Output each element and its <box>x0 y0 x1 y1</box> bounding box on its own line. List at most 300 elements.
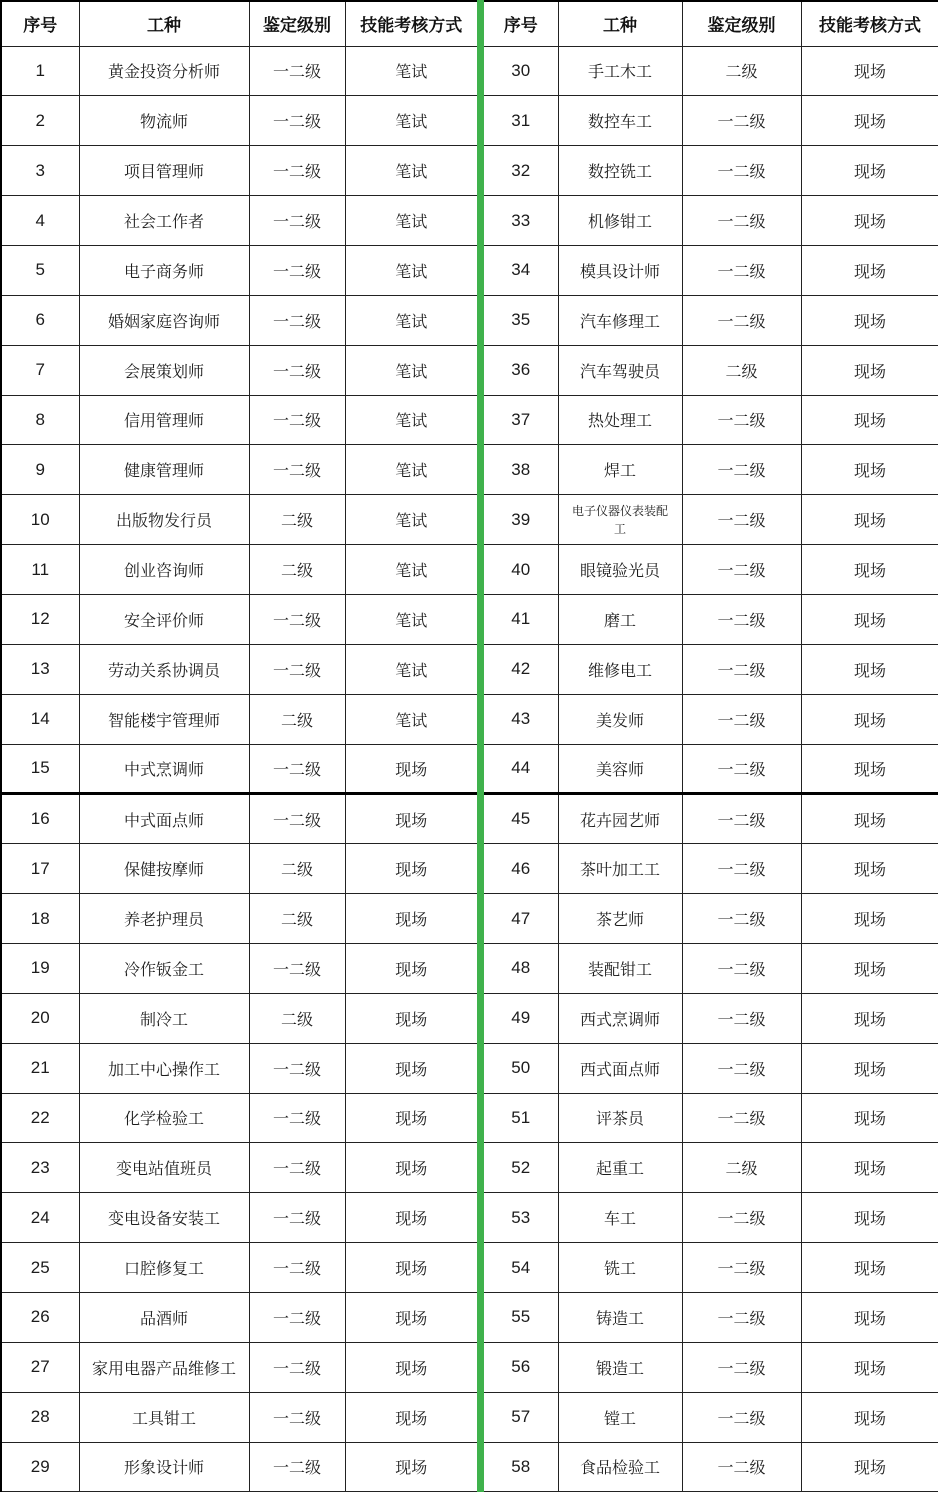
cell-no: 52 <box>484 1143 558 1193</box>
table-row <box>484 1292 938 1342</box>
cell-method: 现场 <box>345 1342 477 1392</box>
cell-method: 现场 <box>801 146 938 196</box>
table-row <box>484 96 938 146</box>
table-row <box>1 1043 477 1093</box>
cell-no: 8 <box>1 395 79 445</box>
cell-no: 13 <box>1 644 79 694</box>
cell-level: 一二级 <box>682 295 801 345</box>
cell-method: 笔试 <box>345 694 477 744</box>
table-row <box>1 46 477 96</box>
header-job: 工种 <box>79 1 249 46</box>
table-row <box>484 844 938 894</box>
cell-job: 西式面点师 <box>558 1043 682 1093</box>
cell-method: 现场 <box>345 1093 477 1143</box>
cell-method: 现场 <box>801 1143 938 1193</box>
cell-no: 9 <box>1 445 79 495</box>
table-row <box>1 1243 477 1293</box>
table-row <box>484 196 938 246</box>
cell-no: 28 <box>1 1392 79 1442</box>
table-row <box>1 694 477 744</box>
cell-job: 评茶员 <box>558 1093 682 1143</box>
cell-no: 34 <box>484 245 558 295</box>
cell-job: 手工木工 <box>558 46 682 96</box>
cell-level: 一二级 <box>249 1193 345 1243</box>
cell-method: 现场 <box>801 694 938 744</box>
table-row <box>1 196 477 246</box>
table-row <box>484 1442 938 1492</box>
cell-job: 变电站值班员 <box>79 1143 249 1193</box>
cell-method: 现场 <box>801 644 938 694</box>
table-row <box>1 1093 477 1143</box>
cell-method: 现场 <box>801 1243 938 1293</box>
cell-job: 电子仪器仪表装配工 <box>558 495 682 545</box>
cell-no: 43 <box>484 694 558 744</box>
cell-no: 36 <box>484 345 558 395</box>
cell-job: 数控车工 <box>558 96 682 146</box>
cell-level: 一二级 <box>682 894 801 944</box>
cell-method: 现场 <box>801 245 938 295</box>
cell-no: 45 <box>484 794 558 844</box>
cell-job: 会展策划师 <box>79 345 249 395</box>
cell-level: 一二级 <box>249 594 345 644</box>
cell-job: 模具设计师 <box>558 245 682 295</box>
table-row <box>484 395 938 445</box>
left-table-body <box>1 46 477 1492</box>
cell-method: 笔试 <box>345 196 477 246</box>
table-row <box>1 894 477 944</box>
occupation-table-right <box>484 0 938 1492</box>
cell-no: 6 <box>1 295 79 345</box>
table-row <box>484 1093 938 1143</box>
cell-level: 一二级 <box>682 395 801 445</box>
cell-no: 31 <box>484 96 558 146</box>
cell-level: 二级 <box>249 993 345 1043</box>
cell-method: 现场 <box>345 943 477 993</box>
cell-method: 现场 <box>345 1043 477 1093</box>
cell-job: 食品检验工 <box>558 1442 682 1492</box>
cell-no: 35 <box>484 295 558 345</box>
cell-method: 现场 <box>801 993 938 1043</box>
table-row <box>484 1243 938 1293</box>
cell-no: 3 <box>1 146 79 196</box>
cell-level: 一二级 <box>249 644 345 694</box>
cell-job: 化学检验工 <box>79 1093 249 1143</box>
cell-job: 黄金投资分析师 <box>79 46 249 96</box>
cell-job: 汽车驾驶员 <box>558 345 682 395</box>
cell-level: 一二级 <box>682 1043 801 1093</box>
cell-job: 养老护理员 <box>79 894 249 944</box>
cell-no: 21 <box>1 1043 79 1093</box>
cell-no: 54 <box>484 1243 558 1293</box>
table-row <box>1 744 477 794</box>
cell-job: 数控铣工 <box>558 146 682 196</box>
cell-method: 现场 <box>345 993 477 1043</box>
cell-level: 一二级 <box>682 844 801 894</box>
cell-no: 42 <box>484 644 558 694</box>
table-row <box>484 545 938 595</box>
cell-method: 现场 <box>801 395 938 445</box>
cell-no: 41 <box>484 594 558 644</box>
cell-method: 现场 <box>801 545 938 595</box>
cell-method: 现场 <box>801 196 938 246</box>
cell-job: 中式烹调师 <box>79 744 249 794</box>
cell-level: 一二级 <box>249 395 345 445</box>
cell-level: 一二级 <box>682 943 801 993</box>
cell-method: 笔试 <box>345 495 477 545</box>
cell-job: 美容师 <box>558 744 682 794</box>
cell-level: 一二级 <box>249 245 345 295</box>
cell-method: 现场 <box>345 1193 477 1243</box>
cell-method: 现场 <box>801 594 938 644</box>
cell-level: 一二级 <box>249 1442 345 1492</box>
cell-job: 车工 <box>558 1193 682 1243</box>
cell-level: 一二级 <box>249 146 345 196</box>
cell-level: 一二级 <box>249 1143 345 1193</box>
cell-no: 23 <box>1 1143 79 1193</box>
cell-job: 口腔修复工 <box>79 1243 249 1293</box>
table-row <box>1 1442 477 1492</box>
cell-level: 一二级 <box>682 1243 801 1293</box>
cell-method: 现场 <box>801 844 938 894</box>
cell-no: 37 <box>484 395 558 445</box>
cell-level: 一二级 <box>682 245 801 295</box>
cell-no: 24 <box>1 1193 79 1243</box>
cell-level: 一二级 <box>249 295 345 345</box>
cell-method: 现场 <box>801 46 938 96</box>
cell-no: 44 <box>484 744 558 794</box>
cell-method: 现场 <box>345 894 477 944</box>
header-method: 技能考核方式 <box>345 1 477 46</box>
cell-no: 16 <box>1 794 79 844</box>
cell-job: 起重工 <box>558 1143 682 1193</box>
cell-method: 笔试 <box>345 445 477 495</box>
cell-job: 家用电器产品维修工 <box>79 1342 249 1392</box>
cell-method: 现场 <box>345 1243 477 1293</box>
cell-no: 12 <box>1 594 79 644</box>
cell-method: 现场 <box>801 96 938 146</box>
cell-job: 电子商务师 <box>79 245 249 295</box>
cell-method: 现场 <box>345 844 477 894</box>
header-method: 技能考核方式 <box>801 1 938 46</box>
header-job: 工种 <box>558 1 682 46</box>
table-row <box>484 146 938 196</box>
cell-job: 形象设计师 <box>79 1442 249 1492</box>
cell-no: 5 <box>1 245 79 295</box>
cell-no: 47 <box>484 894 558 944</box>
cell-method: 现场 <box>801 1342 938 1392</box>
table-row <box>484 594 938 644</box>
cell-no: 10 <box>1 495 79 545</box>
cell-no: 1 <box>1 46 79 96</box>
cell-level: 一二级 <box>249 1392 345 1442</box>
cell-level: 一二级 <box>249 345 345 395</box>
cell-level: 一二级 <box>249 794 345 844</box>
cell-job: 花卉园艺师 <box>558 794 682 844</box>
cell-method: 笔试 <box>345 46 477 96</box>
cell-method: 现场 <box>801 1043 938 1093</box>
table-row <box>484 245 938 295</box>
cell-method: 笔试 <box>345 146 477 196</box>
cell-no: 51 <box>484 1093 558 1143</box>
cell-method: 笔试 <box>345 96 477 146</box>
cell-job: 装配钳工 <box>558 943 682 993</box>
cell-job: 加工中心操作工 <box>79 1043 249 1093</box>
table-row <box>1 295 477 345</box>
cell-job: 西式烹调师 <box>558 993 682 1043</box>
cell-job: 工具钳工 <box>79 1392 249 1442</box>
cell-level: 一二级 <box>682 545 801 595</box>
table-row <box>1 594 477 644</box>
cell-level: 一二级 <box>682 744 801 794</box>
cell-method: 现场 <box>345 1143 477 1193</box>
cell-method: 现场 <box>801 943 938 993</box>
cell-job: 焊工 <box>558 445 682 495</box>
cell-job: 安全评价师 <box>79 594 249 644</box>
cell-level: 二级 <box>682 1143 801 1193</box>
cell-level: 一二级 <box>249 1292 345 1342</box>
cell-job: 劳动关系协调员 <box>79 644 249 694</box>
cell-no: 56 <box>484 1342 558 1392</box>
table-row <box>484 1043 938 1093</box>
cell-level: 一二级 <box>682 1093 801 1143</box>
cell-no: 32 <box>484 146 558 196</box>
cell-level: 一二级 <box>249 196 345 246</box>
cell-level: 一二级 <box>249 943 345 993</box>
cell-no: 38 <box>484 445 558 495</box>
table-row <box>1 345 477 395</box>
cell-method: 笔试 <box>345 245 477 295</box>
cell-method: 笔试 <box>345 594 477 644</box>
table-row <box>484 345 938 395</box>
header-level: 鉴定级别 <box>682 1 801 46</box>
cell-job: 保健按摩师 <box>79 844 249 894</box>
table-row <box>484 644 938 694</box>
header-no: 序号 <box>484 1 558 46</box>
table-row <box>1 445 477 495</box>
table-row <box>484 1193 938 1243</box>
table-row <box>1 943 477 993</box>
cell-no: 26 <box>1 1292 79 1342</box>
cell-no: 57 <box>484 1392 558 1442</box>
table-row <box>1 495 477 545</box>
cell-level: 二级 <box>249 694 345 744</box>
cell-job: 品酒师 <box>79 1292 249 1342</box>
header-row <box>1 1 477 46</box>
cell-method: 现场 <box>801 894 938 944</box>
cell-no: 33 <box>484 196 558 246</box>
cell-method: 笔试 <box>345 644 477 694</box>
cell-job: 物流师 <box>79 96 249 146</box>
cell-job: 眼镜验光员 <box>558 545 682 595</box>
cell-job: 中式面点师 <box>79 794 249 844</box>
table-row <box>484 894 938 944</box>
cell-level: 一二级 <box>682 1342 801 1392</box>
table-row <box>1 146 477 196</box>
cell-method: 现场 <box>801 1093 938 1143</box>
cell-no: 11 <box>1 545 79 595</box>
right-table-body <box>484 46 938 1492</box>
cell-job: 汽车修理工 <box>558 295 682 345</box>
cell-level: 一二级 <box>682 794 801 844</box>
cell-level: 一二级 <box>682 1292 801 1342</box>
cell-job: 镗工 <box>558 1392 682 1442</box>
cell-level: 一二级 <box>249 96 345 146</box>
cell-method: 现场 <box>345 744 477 794</box>
cell-no: 27 <box>1 1342 79 1392</box>
cell-level: 一二级 <box>682 1442 801 1492</box>
table-row <box>1 1143 477 1193</box>
cell-level: 一二级 <box>249 1043 345 1093</box>
cell-level: 一二级 <box>249 744 345 794</box>
cell-level: 二级 <box>682 345 801 395</box>
table-row <box>1 395 477 445</box>
cell-level: 一二级 <box>682 495 801 545</box>
cell-job: 维修电工 <box>558 644 682 694</box>
cell-no: 20 <box>1 993 79 1043</box>
cell-no: 48 <box>484 943 558 993</box>
table-row <box>484 943 938 993</box>
cell-no: 19 <box>1 943 79 993</box>
cell-job: 机修钳工 <box>558 196 682 246</box>
cell-job: 磨工 <box>558 594 682 644</box>
table-row <box>484 295 938 345</box>
cell-job: 制冷工 <box>79 993 249 1043</box>
cell-method: 现场 <box>801 345 938 395</box>
table-row <box>1 1392 477 1442</box>
cell-level: 一二级 <box>682 445 801 495</box>
cell-job: 冷作钣金工 <box>79 943 249 993</box>
cell-level: 二级 <box>249 844 345 894</box>
table-row <box>1 644 477 694</box>
table-row <box>1 245 477 295</box>
cell-method: 现场 <box>801 495 938 545</box>
cell-level: 二级 <box>249 495 345 545</box>
cell-level: 一二级 <box>249 1243 345 1293</box>
table-row <box>484 1143 938 1193</box>
cell-no: 30 <box>484 46 558 96</box>
table-row <box>484 445 938 495</box>
cell-no: 25 <box>1 1243 79 1293</box>
table-row <box>484 495 938 545</box>
table-row <box>484 794 938 844</box>
cell-no: 22 <box>1 1093 79 1143</box>
cell-method: 现场 <box>801 794 938 844</box>
green-divider-line <box>477 0 484 1492</box>
cell-job: 健康管理师 <box>79 445 249 495</box>
cell-no: 15 <box>1 744 79 794</box>
cell-no: 58 <box>484 1442 558 1492</box>
cell-method: 笔试 <box>345 545 477 595</box>
cell-level: 一二级 <box>682 196 801 246</box>
header-level: 鉴定级别 <box>249 1 345 46</box>
cell-job: 热处理工 <box>558 395 682 445</box>
cell-method: 现场 <box>345 794 477 844</box>
cell-method: 现场 <box>801 1392 938 1442</box>
header-no: 序号 <box>1 1 79 46</box>
cell-no: 50 <box>484 1043 558 1093</box>
cell-method: 笔试 <box>345 395 477 445</box>
cell-method: 现场 <box>801 1292 938 1342</box>
cell-job: 茶叶加工工 <box>558 844 682 894</box>
cell-job: 铸造工 <box>558 1292 682 1342</box>
cell-level: 二级 <box>249 894 345 944</box>
table-row <box>1 1193 477 1243</box>
cell-method: 笔试 <box>345 295 477 345</box>
cell-job: 信用管理师 <box>79 395 249 445</box>
cell-job: 锻造工 <box>558 1342 682 1392</box>
cell-method: 现场 <box>801 445 938 495</box>
cell-no: 7 <box>1 345 79 395</box>
table-row <box>1 1342 477 1392</box>
cell-method: 现场 <box>345 1392 477 1442</box>
cell-job: 项目管理师 <box>79 146 249 196</box>
cell-no: 2 <box>1 96 79 146</box>
cell-level: 一二级 <box>682 1193 801 1243</box>
table-row <box>1 96 477 146</box>
cell-no: 40 <box>484 545 558 595</box>
cell-level: 二级 <box>249 545 345 595</box>
header-row <box>484 1 938 46</box>
cell-level: 二级 <box>682 46 801 96</box>
cell-method: 现场 <box>345 1292 477 1342</box>
cell-level: 一二级 <box>682 96 801 146</box>
table-row <box>484 993 938 1043</box>
table-row <box>484 46 938 96</box>
cell-method: 现场 <box>801 295 938 345</box>
table-row <box>1 1292 477 1342</box>
cell-level: 一二级 <box>249 445 345 495</box>
table-row <box>1 794 477 844</box>
table-row <box>1 993 477 1043</box>
cell-method: 现场 <box>801 744 938 794</box>
cell-job: 美发师 <box>558 694 682 744</box>
cell-level: 一二级 <box>682 644 801 694</box>
cell-job: 社会工作者 <box>79 196 249 246</box>
cell-no: 4 <box>1 196 79 246</box>
table-row <box>1 545 477 595</box>
cell-job: 婚姻家庭咨询师 <box>79 295 249 345</box>
cell-no: 49 <box>484 993 558 1043</box>
cell-job: 出版物发行员 <box>79 495 249 545</box>
table-row <box>484 694 938 744</box>
table-row <box>1 844 477 894</box>
cell-no: 39 <box>484 495 558 545</box>
cell-method: 笔试 <box>345 345 477 395</box>
cell-no: 55 <box>484 1292 558 1342</box>
table-row <box>484 1342 938 1392</box>
cell-job: 茶艺师 <box>558 894 682 944</box>
cell-level: 一二级 <box>249 1093 345 1143</box>
cell-no: 46 <box>484 844 558 894</box>
cell-level: 一二级 <box>682 993 801 1043</box>
cell-job: 智能楼宇管理师 <box>79 694 249 744</box>
cell-level: 一二级 <box>682 1392 801 1442</box>
cell-method: 现场 <box>801 1442 938 1492</box>
cell-job: 创业咨询师 <box>79 545 249 595</box>
cell-level: 一二级 <box>249 1342 345 1392</box>
cell-level: 一二级 <box>682 694 801 744</box>
cell-no: 29 <box>1 1442 79 1492</box>
table-row <box>484 744 938 794</box>
cell-level: 一二级 <box>682 146 801 196</box>
cell-method: 现场 <box>345 1442 477 1492</box>
table-row <box>484 1392 938 1442</box>
cell-level: 一二级 <box>249 46 345 96</box>
cell-job: 变电设备安装工 <box>79 1193 249 1243</box>
cell-no: 18 <box>1 894 79 944</box>
cell-no: 14 <box>1 694 79 744</box>
cell-level: 一二级 <box>682 594 801 644</box>
